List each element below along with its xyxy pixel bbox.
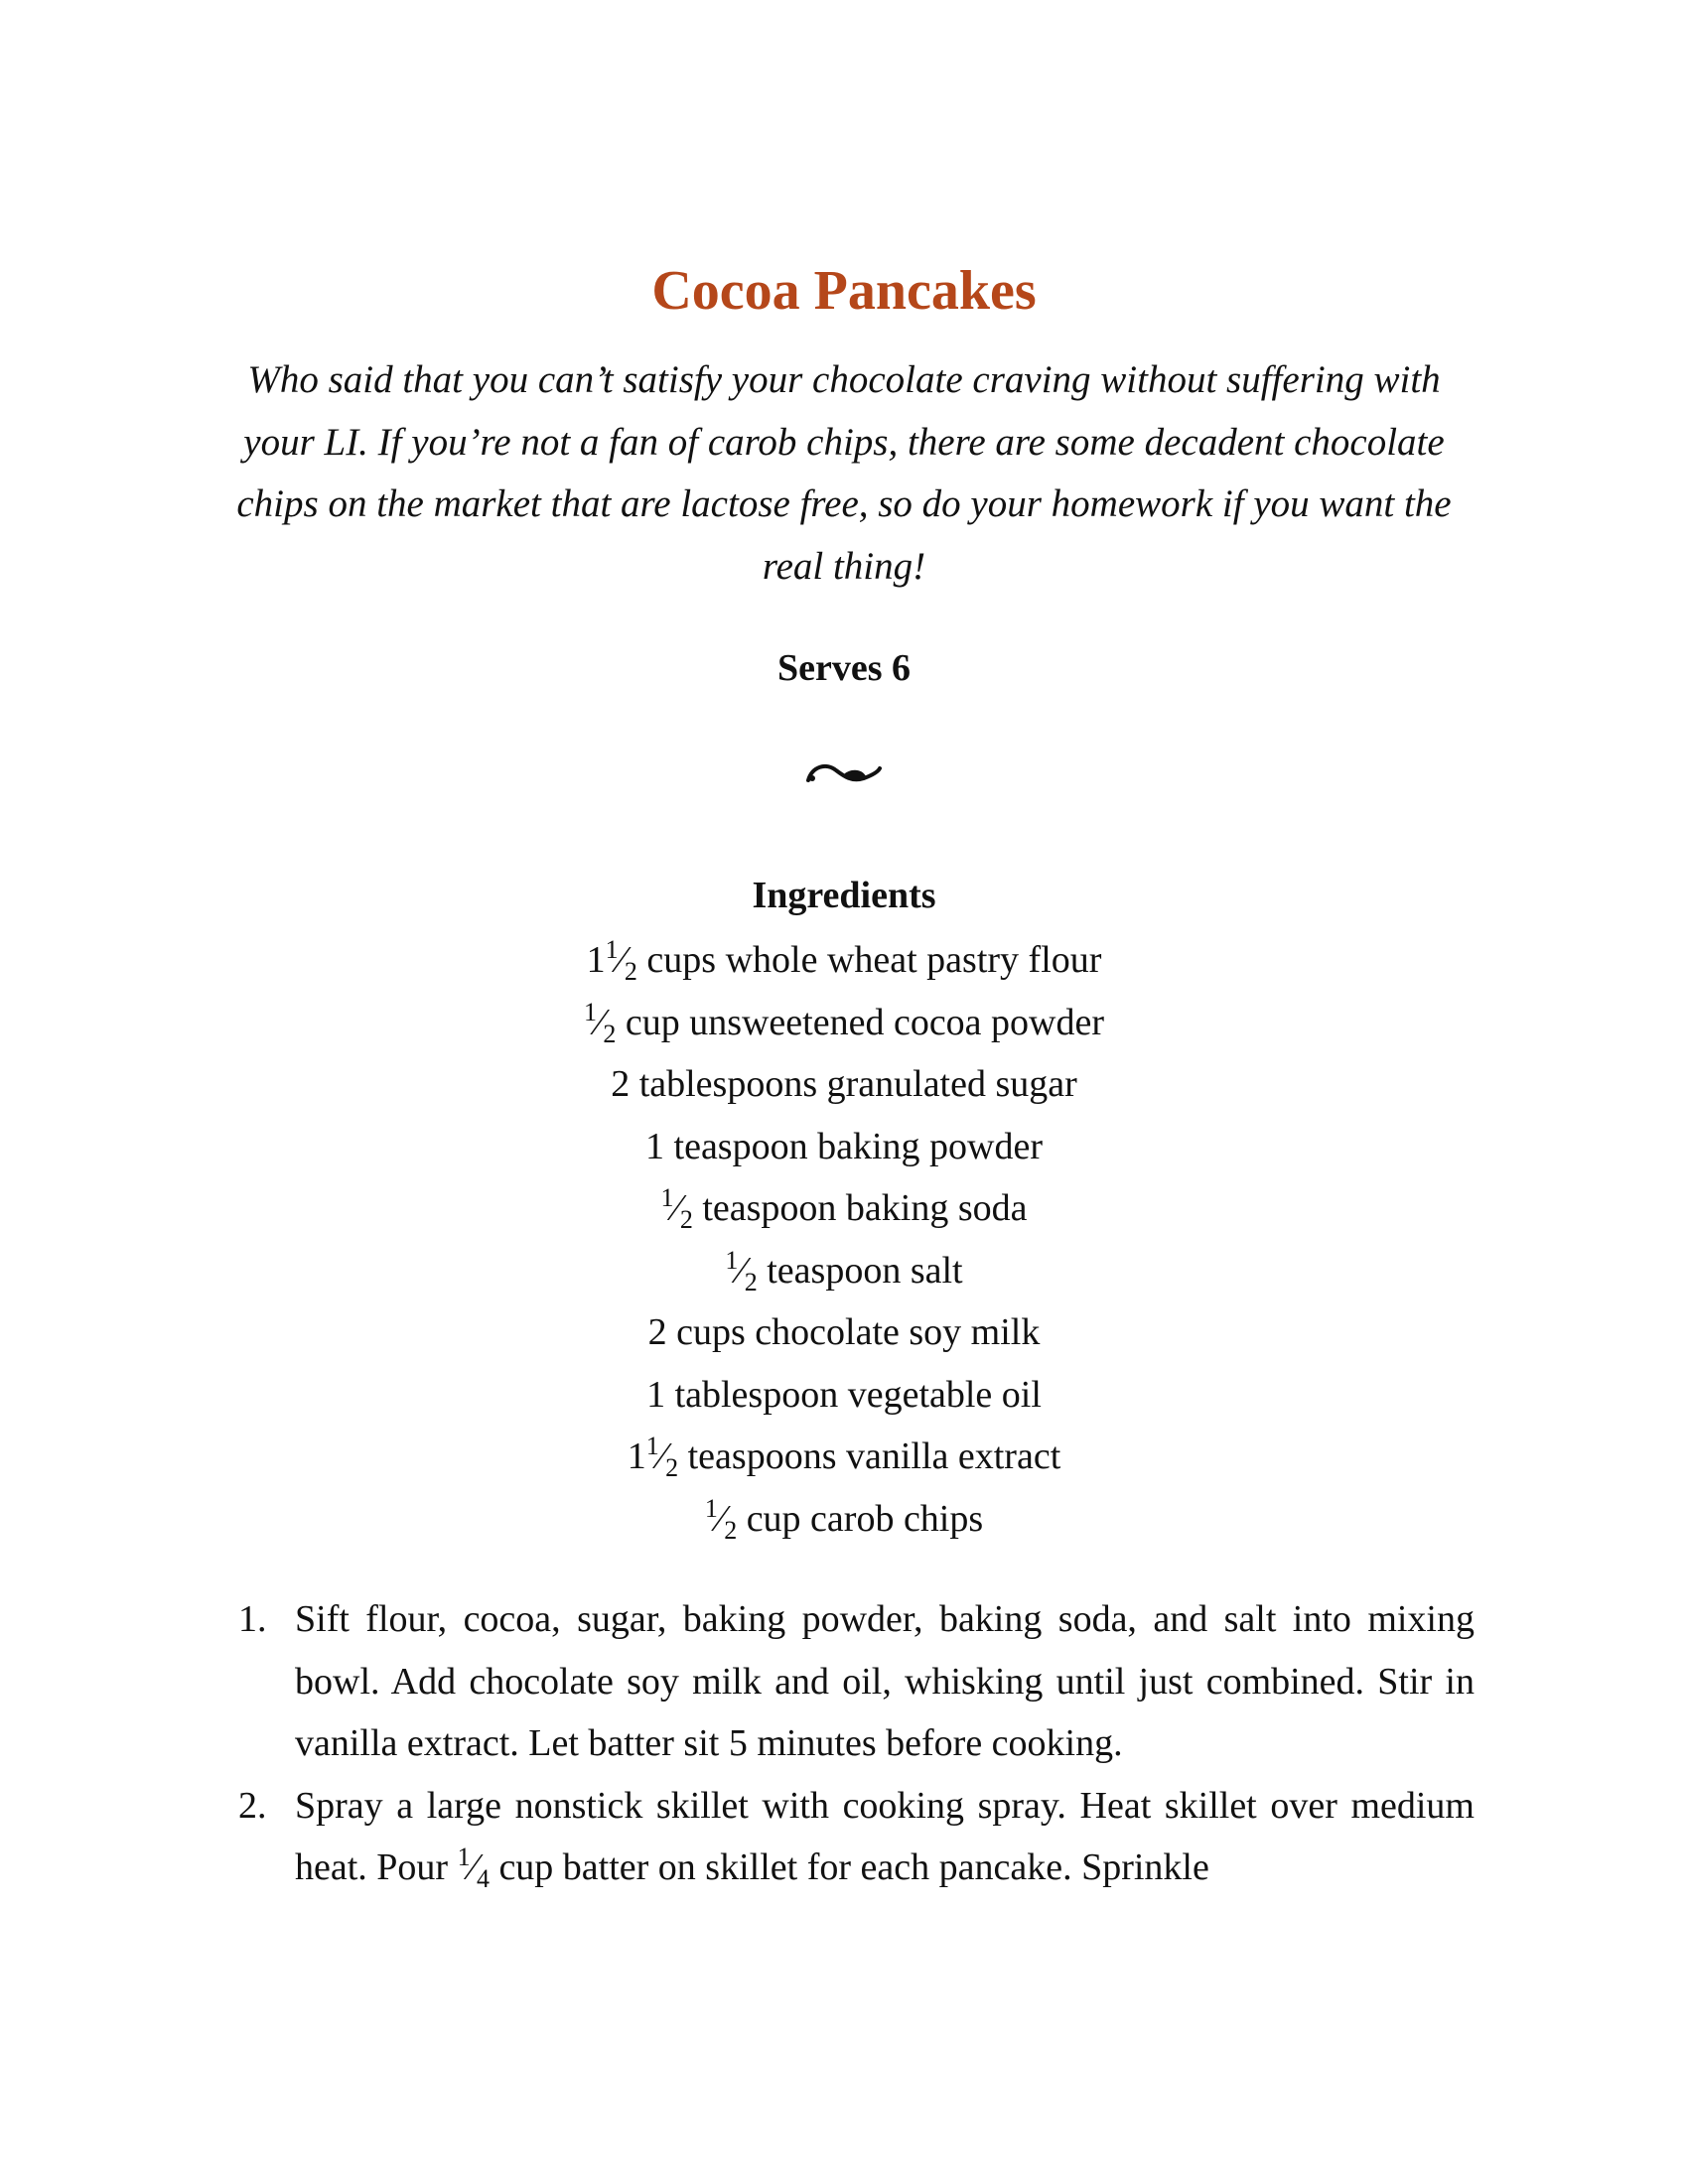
fraction: [725, 1240, 757, 1302]
serves-label: Serves 6: [776, 647, 912, 689]
fraction-denominator: 2: [665, 1453, 679, 1482]
ingredient-text: cup carob chips: [737, 1497, 984, 1540]
fraction-slash: ⁄: [658, 1435, 666, 1477]
ingredient-text: 2 cups chocolate soy milk: [647, 1311, 1041, 1353]
ingredient-item: [0, 1301, 1688, 1364]
fraction-denominator: 2: [603, 1019, 617, 1048]
step-text: Sift flour, cocoa, sugar, baking powder, baking soda, and salt into mixing bowl. Add chocolate soy milk and oil, whisking until just combined. Stir in vanilla extract. Let batter sit 5 minutes before cooking.: [295, 1598, 1475, 1764]
ingredient-item: [0, 1240, 1688, 1302]
fraction-denominator: 2: [724, 1515, 738, 1545]
ingredient-text: teaspoon salt: [757, 1249, 963, 1292]
ingredient-whole-number: 1: [627, 1435, 646, 1477]
step-text-continued: cup batter on skillet for each pancake. Sprinkle: [489, 1846, 1209, 1888]
fraction-numerator: 1: [645, 1432, 659, 1460]
steps-list: [238, 1588, 1475, 1899]
fraction-denominator: 4: [476, 1864, 490, 1893]
fraction-numerator: 1: [583, 997, 597, 1026]
ingredient-text: 1 teaspoon baking powder: [645, 1125, 1043, 1167]
ingredient-whole-number: 1: [586, 939, 606, 981]
fraction-slash: ⁄: [717, 1497, 725, 1540]
fraction-numerator: 1: [660, 1183, 674, 1212]
ingredient-text: teaspoons vanilla extract: [678, 1435, 1061, 1477]
fraction: [458, 1837, 490, 1899]
ingredient-text: cup unsweetened cocoa powder: [616, 1001, 1105, 1043]
recipe-intro: Who said that you can’t satisfy your chocolate craving without suffering with your LI. If you’re not a fan of carob chips, there are some decadent chocolate chips on the market that are lactose free, so do your homework if you want the real thing!: [236, 358, 1452, 588]
fraction-numerator: 1: [725, 1245, 739, 1275]
step-text: Spray a large nonstick skillet with cooking spray. Heat skillet over medium heat. Pour: [295, 1784, 1475, 1888]
fraction-slash: ⁄: [618, 939, 625, 981]
swash-ornament-icon: [804, 754, 884, 790]
ingredient-text: teaspoon baking soda: [692, 1187, 1028, 1229]
ingredients-heading: Ingredients: [752, 875, 936, 916]
fraction-numerator: 1: [704, 1493, 718, 1523]
ingredient-item: [0, 992, 1688, 1054]
step-number: 1.: [238, 1598, 267, 1640]
ingredients-list: [0, 929, 1688, 1550]
ingredient-item: [0, 1177, 1688, 1240]
fraction-denominator: 2: [624, 957, 637, 986]
step-item: [238, 1775, 1475, 1899]
fraction: [705, 1488, 737, 1551]
fraction: [646, 1426, 678, 1488]
ingredient-item: [0, 1053, 1688, 1116]
ingredient-text: 2 tablespoons granulated sugar: [611, 1063, 1077, 1105]
ingredient-item: [0, 1488, 1688, 1551]
fraction-slash: ⁄: [673, 1187, 680, 1229]
fraction-slash: ⁄: [596, 1001, 604, 1043]
fraction-slash: ⁄: [738, 1249, 745, 1292]
fraction-denominator: 2: [744, 1267, 758, 1297]
ingredient-item: [0, 1426, 1688, 1488]
ingredient-text: 1 tablespoon vegetable oil: [646, 1373, 1042, 1416]
ingredient-item: [0, 929, 1688, 992]
fraction-denominator: 2: [679, 1205, 693, 1234]
ingredient-text: cups whole wheat pastry flour: [636, 939, 1102, 981]
fraction: [660, 1177, 692, 1240]
ingredient-item: [0, 1116, 1688, 1178]
step-item: [238, 1588, 1475, 1775]
fraction: [606, 929, 637, 992]
ingredient-item: [0, 1364, 1688, 1427]
fraction-slash: ⁄: [470, 1846, 477, 1888]
fraction-numerator: 1: [605, 935, 619, 964]
fraction-numerator: 1: [457, 1843, 471, 1871]
recipe-title: Cocoa Pancakes: [651, 260, 1037, 322]
fraction: [584, 992, 616, 1054]
step-number: 2.: [238, 1784, 267, 1827]
